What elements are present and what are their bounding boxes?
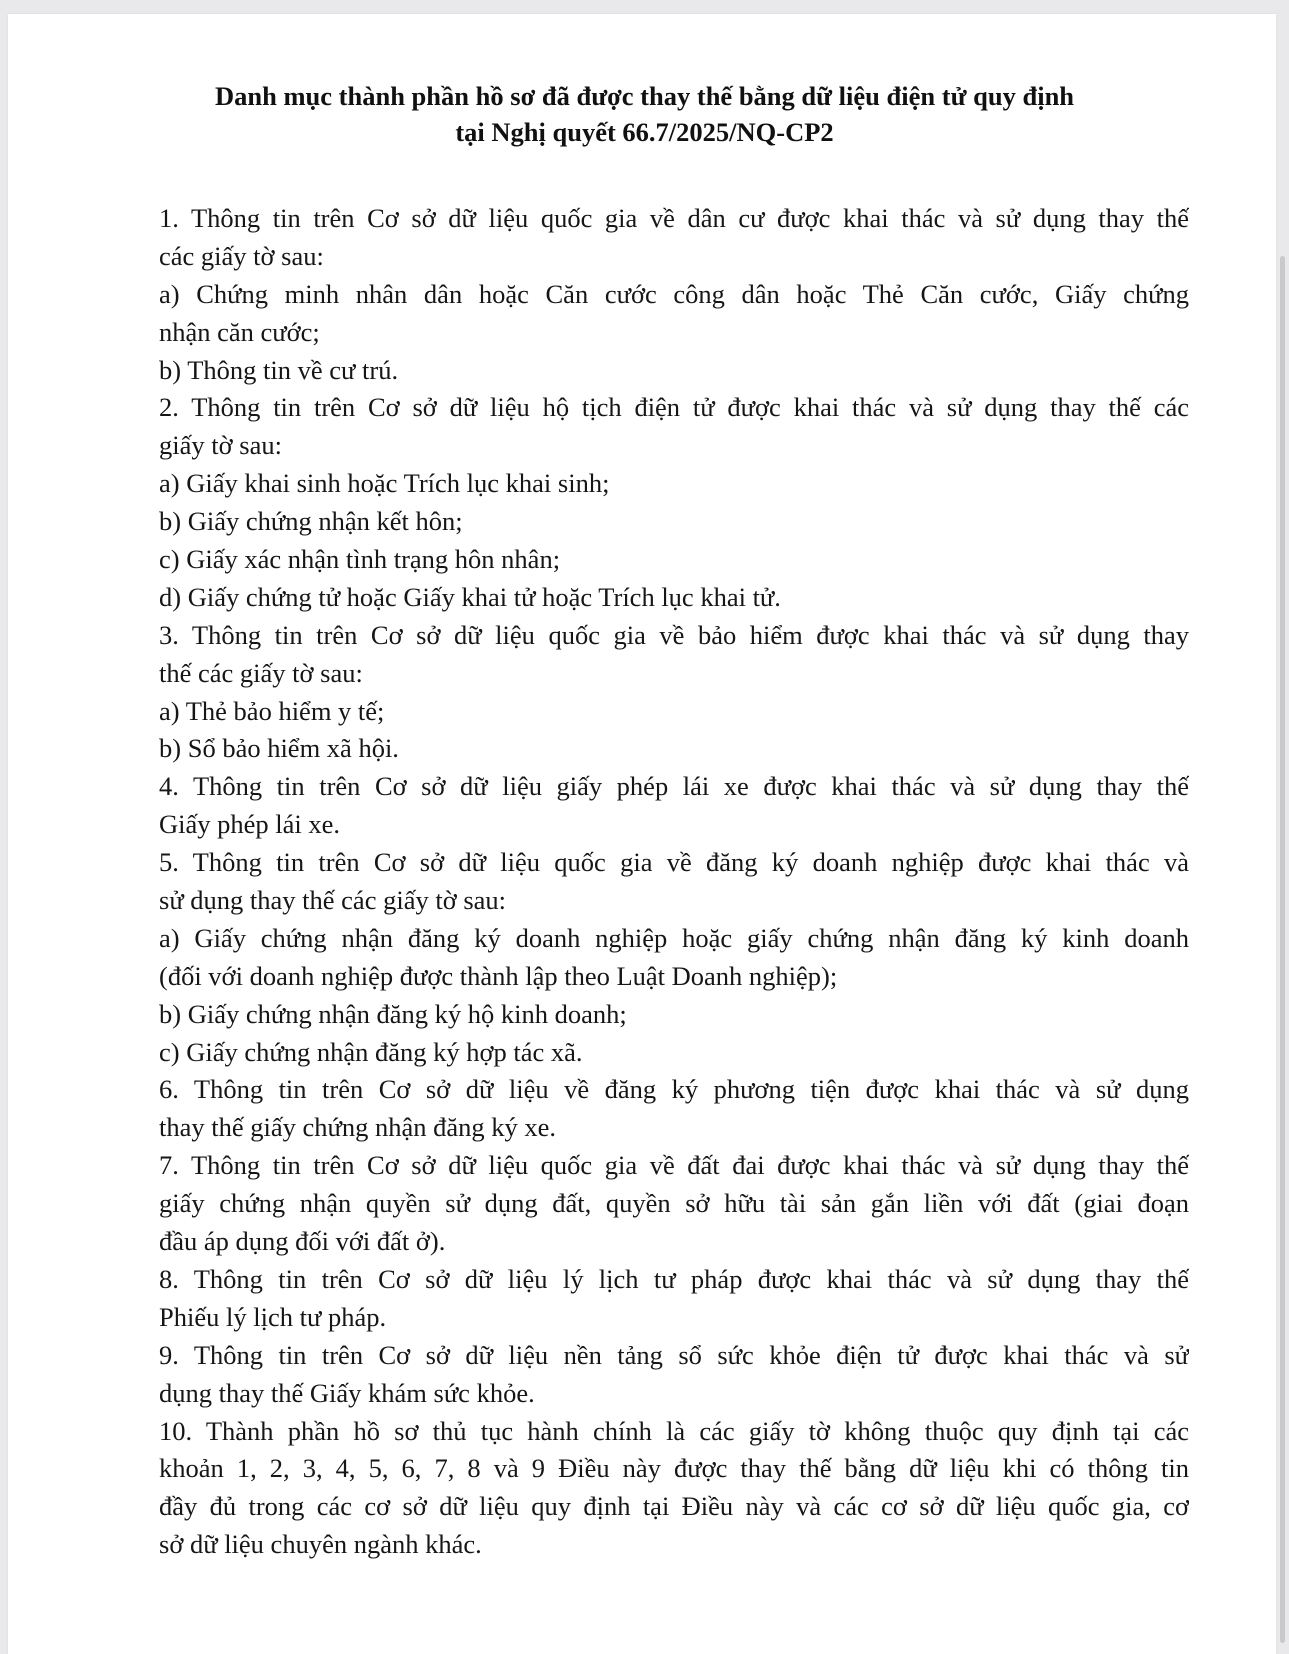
body-line: c) Giấy chứng nhận đăng ký hợp tác xã. [159,1036,583,1067]
body-line: giấy chứng nhận quyền sử dụng đất, quyền sở hữu tài sản gắn liền với đất (giai đoạn [159,1188,1189,1219]
body-line: thế các giấy tờ sau: [159,657,363,688]
body-line: 5. Thông tin trên Cơ sở dữ liệu quốc gia về đăng ký doanh nghiệp được khai thác và [159,847,1189,878]
body-line: 7. Thông tin trên Cơ sở dữ liệu quốc gia về đất đai được khai thác và sử dụng thay thế [159,1150,1189,1181]
body-line: đầu áp dụng đối với đất ở). [159,1226,446,1257]
body-line: 4. Thông tin trên Cơ sở dữ liệu giấy phép lái xe được khai thác và sử dụng thay thế [159,771,1189,802]
body-line: d) Giấy chứng tử hoặc Giấy khai tử hoặc Trích lục khai tử. [159,581,781,612]
body-line: b) Giấy chứng nhận đăng ký hộ kinh doanh; [159,998,627,1029]
body-line: 2. Thông tin trên Cơ sở dữ liệu hộ tịch điện tử được khai thác và sử dụng thay thế các [159,392,1189,423]
title-line-2: tại Nghị quyết 66.7/2025/NQ-CP2 [455,117,834,147]
body-line: dụng thay thế Giấy khám sức khỏe. [159,1377,535,1408]
body-line: a) Chứng minh nhân dân hoặc Căn cước công dân hoặc Thẻ Căn cước, Giấy chứng [159,278,1189,309]
body-line: thay thế giấy chứng nhận đăng ký xe. [159,1112,557,1143]
body-line: đầy đủ trong các cơ sở dữ liệu quy định tại Điều này và các cơ sở dữ liệu quốc gia, cơ [159,1491,1189,1522]
body-line: các giấy tờ sau: [159,240,324,271]
body-line: c) Giấy xác nhận tình trạng hôn nhân; [159,544,561,575]
body-line: khoản 1, 2, 3, 4, 5, 6, 7, 8 và 9 Điều này được thay thế bằng dữ liệu khi có thông tin [159,1453,1189,1484]
body-line: b) Sổ bảo hiểm xã hội. [159,733,399,764]
body-line: (đối với doanh nghiệp được thành lập theo Luật Doanh nghiệp); [159,960,838,991]
body-line: b) Giấy chứng nhận kết hôn; [159,506,463,537]
body-line: 9. Thông tin trên Cơ sở dữ liệu nền tảng sổ sức khỏe điện tử được khai thác và sử [159,1339,1189,1370]
body-line: 8. Thông tin trên Cơ sở dữ liệu lý lịch tư pháp được khai thác và sử dụng thay thế [159,1263,1189,1294]
body-line: Phiếu lý lịch tư pháp. [159,1301,387,1332]
body-line: Giấy phép lái xe. [159,809,341,840]
document-body [159,200,1189,1564]
body-line: sử dụng thay thế các giấy tờ sau: [159,885,507,916]
body-line: nhận căn cước; [159,316,320,347]
body-line: sở dữ liệu chuyên ngành khác. [159,1529,482,1560]
scrollbar[interactable] [1280,256,1285,1643]
body-line: a) Giấy khai sinh hoặc Trích lục khai sinh; [159,468,610,499]
body-line: a) Giấy chứng nhận đăng ký doanh nghiệp hoặc giấy chứng nhận đăng ký kinh doanh [159,922,1189,953]
body-line: a) Thẻ bảo hiểm y tế; [159,695,385,726]
document-title [0,78,1289,150]
body-line: 3. Thông tin trên Cơ sở dữ liệu quốc gia về bảo hiểm được khai thác và sử dụng thay [159,619,1189,650]
body-line: 6. Thông tin trên Cơ sở dữ liệu về đăng ký phương tiện được khai thác và sử dụng [159,1074,1189,1105]
title-line-1: Danh mục thành phần hồ sơ đã được thay thế bằng dữ liệu điện tử quy định [214,81,1075,111]
body-line: 10. Thành phần hồ sơ thủ tục hành chính là các giấy tờ không thuộc quy định tại các [159,1415,1189,1446]
body-line: 1. Thông tin trên Cơ sở dữ liệu quốc gia về dân cư được khai thác và sử dụng thay thế [159,203,1189,233]
body-line: b) Thông tin về cư trú. [159,354,399,385]
body-line: giấy tờ sau: [159,430,282,461]
